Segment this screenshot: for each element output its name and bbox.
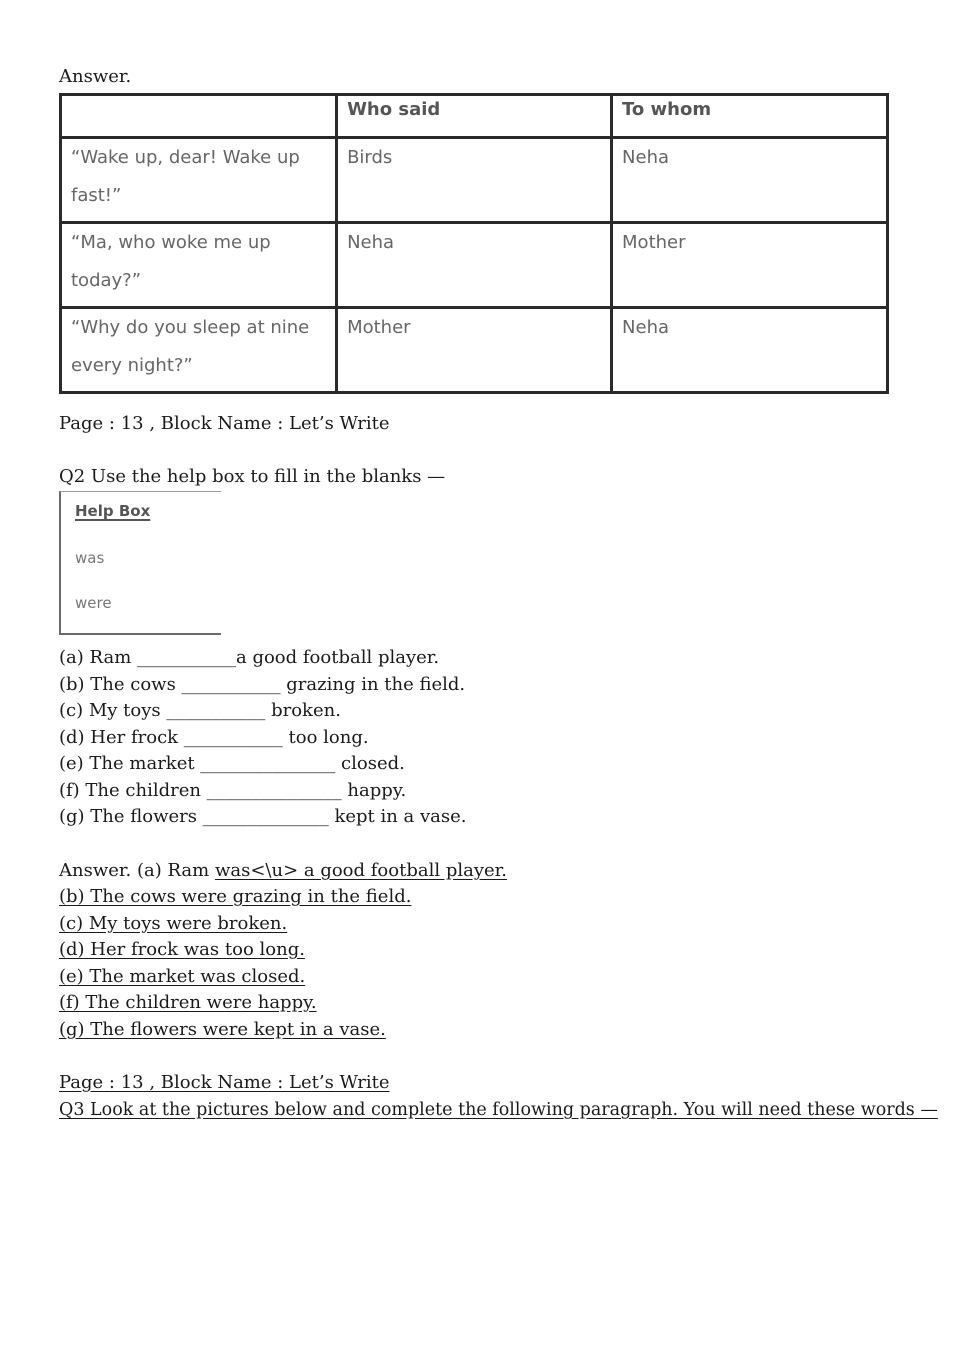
quote-cell: [61, 223, 337, 308]
table-header-row: [61, 95, 888, 138]
help-box-title: Help Box: [75, 502, 151, 520]
answer-g: (g) The flowers were kept in a vase.: [59, 1019, 386, 1040]
answer-d: (d) Her frock was too long.: [59, 939, 305, 960]
answer-label: Answer.: [59, 66, 132, 87]
table-row: [61, 308, 888, 393]
who-said-cell: Mother: [337, 308, 612, 393]
blank-item-f: (f) The children _______________ happy.: [59, 780, 407, 801]
quote-cell: [61, 138, 337, 223]
to-whom-cell: Mother: [612, 223, 888, 308]
quote-line: “Ma, who woke me up: [71, 232, 271, 253]
blank-item-e: (e) The market _______________ closed.: [59, 753, 405, 774]
table-header-who-said: Who said: [337, 95, 612, 138]
blank-item-c: (c) My toys ___________ broken.: [59, 700, 341, 721]
quote-line: “Why do you sleep at nine: [71, 317, 310, 338]
who-said-cell: Birds: [337, 138, 612, 223]
answer-c: (c) My toys were broken.: [59, 913, 288, 934]
table-row: [61, 138, 888, 223]
table-row: [61, 223, 888, 308]
blank-item-g: (g) The flowers ______________ kept in a vase.: [59, 806, 467, 827]
page-reference: Page : 13 , Block Name : Let’s Write: [59, 413, 390, 434]
answer-b: (b) The cows were grazing in the field.: [59, 886, 412, 907]
answer-e: (e) The market was closed.: [59, 966, 306, 987]
who-said-cell: Neha: [337, 223, 612, 308]
quote-line: every night?”: [71, 355, 193, 376]
quote-line: “Wake up, dear! Wake up: [71, 147, 300, 168]
answer-a: [59, 860, 507, 882]
help-box-word: were: [75, 594, 112, 612]
answer-a-text: was<\u> a good football player.: [214, 860, 508, 881]
q2-prompt: Q2 Use the help box to fill in the blanks —: [59, 466, 446, 487]
answer-prefix: Answer. (a) Ram: [59, 860, 215, 881]
quote-cell: [61, 308, 337, 393]
answer-f: (f) The children were happy.: [59, 992, 317, 1013]
help-box-word: was: [75, 549, 105, 567]
page-reference-2: Page : 13 , Block Name : Let’s Write: [59, 1072, 390, 1093]
to-whom-cell: Neha: [612, 138, 888, 223]
blank-item-d: (d) Her frock ___________ too long.: [59, 727, 369, 748]
to-whom-cell: Neha: [612, 308, 888, 393]
speaker-table: [59, 93, 889, 394]
q3-prompt: Q3 Look at the pictures below and complete the following paragraph. You will need these words —: [59, 1100, 938, 1120]
table-header-to-whom: To whom: [612, 95, 888, 138]
help-box: [59, 491, 221, 635]
blank-item-b: (b) The cows ___________ grazing in the field.: [59, 674, 466, 695]
quote-line: fast!”: [71, 185, 122, 206]
quote-line: today?”: [71, 270, 142, 291]
table-header-cell: [61, 95, 337, 138]
blank-item-a: (a) Ram ___________a good football player.: [59, 647, 440, 668]
